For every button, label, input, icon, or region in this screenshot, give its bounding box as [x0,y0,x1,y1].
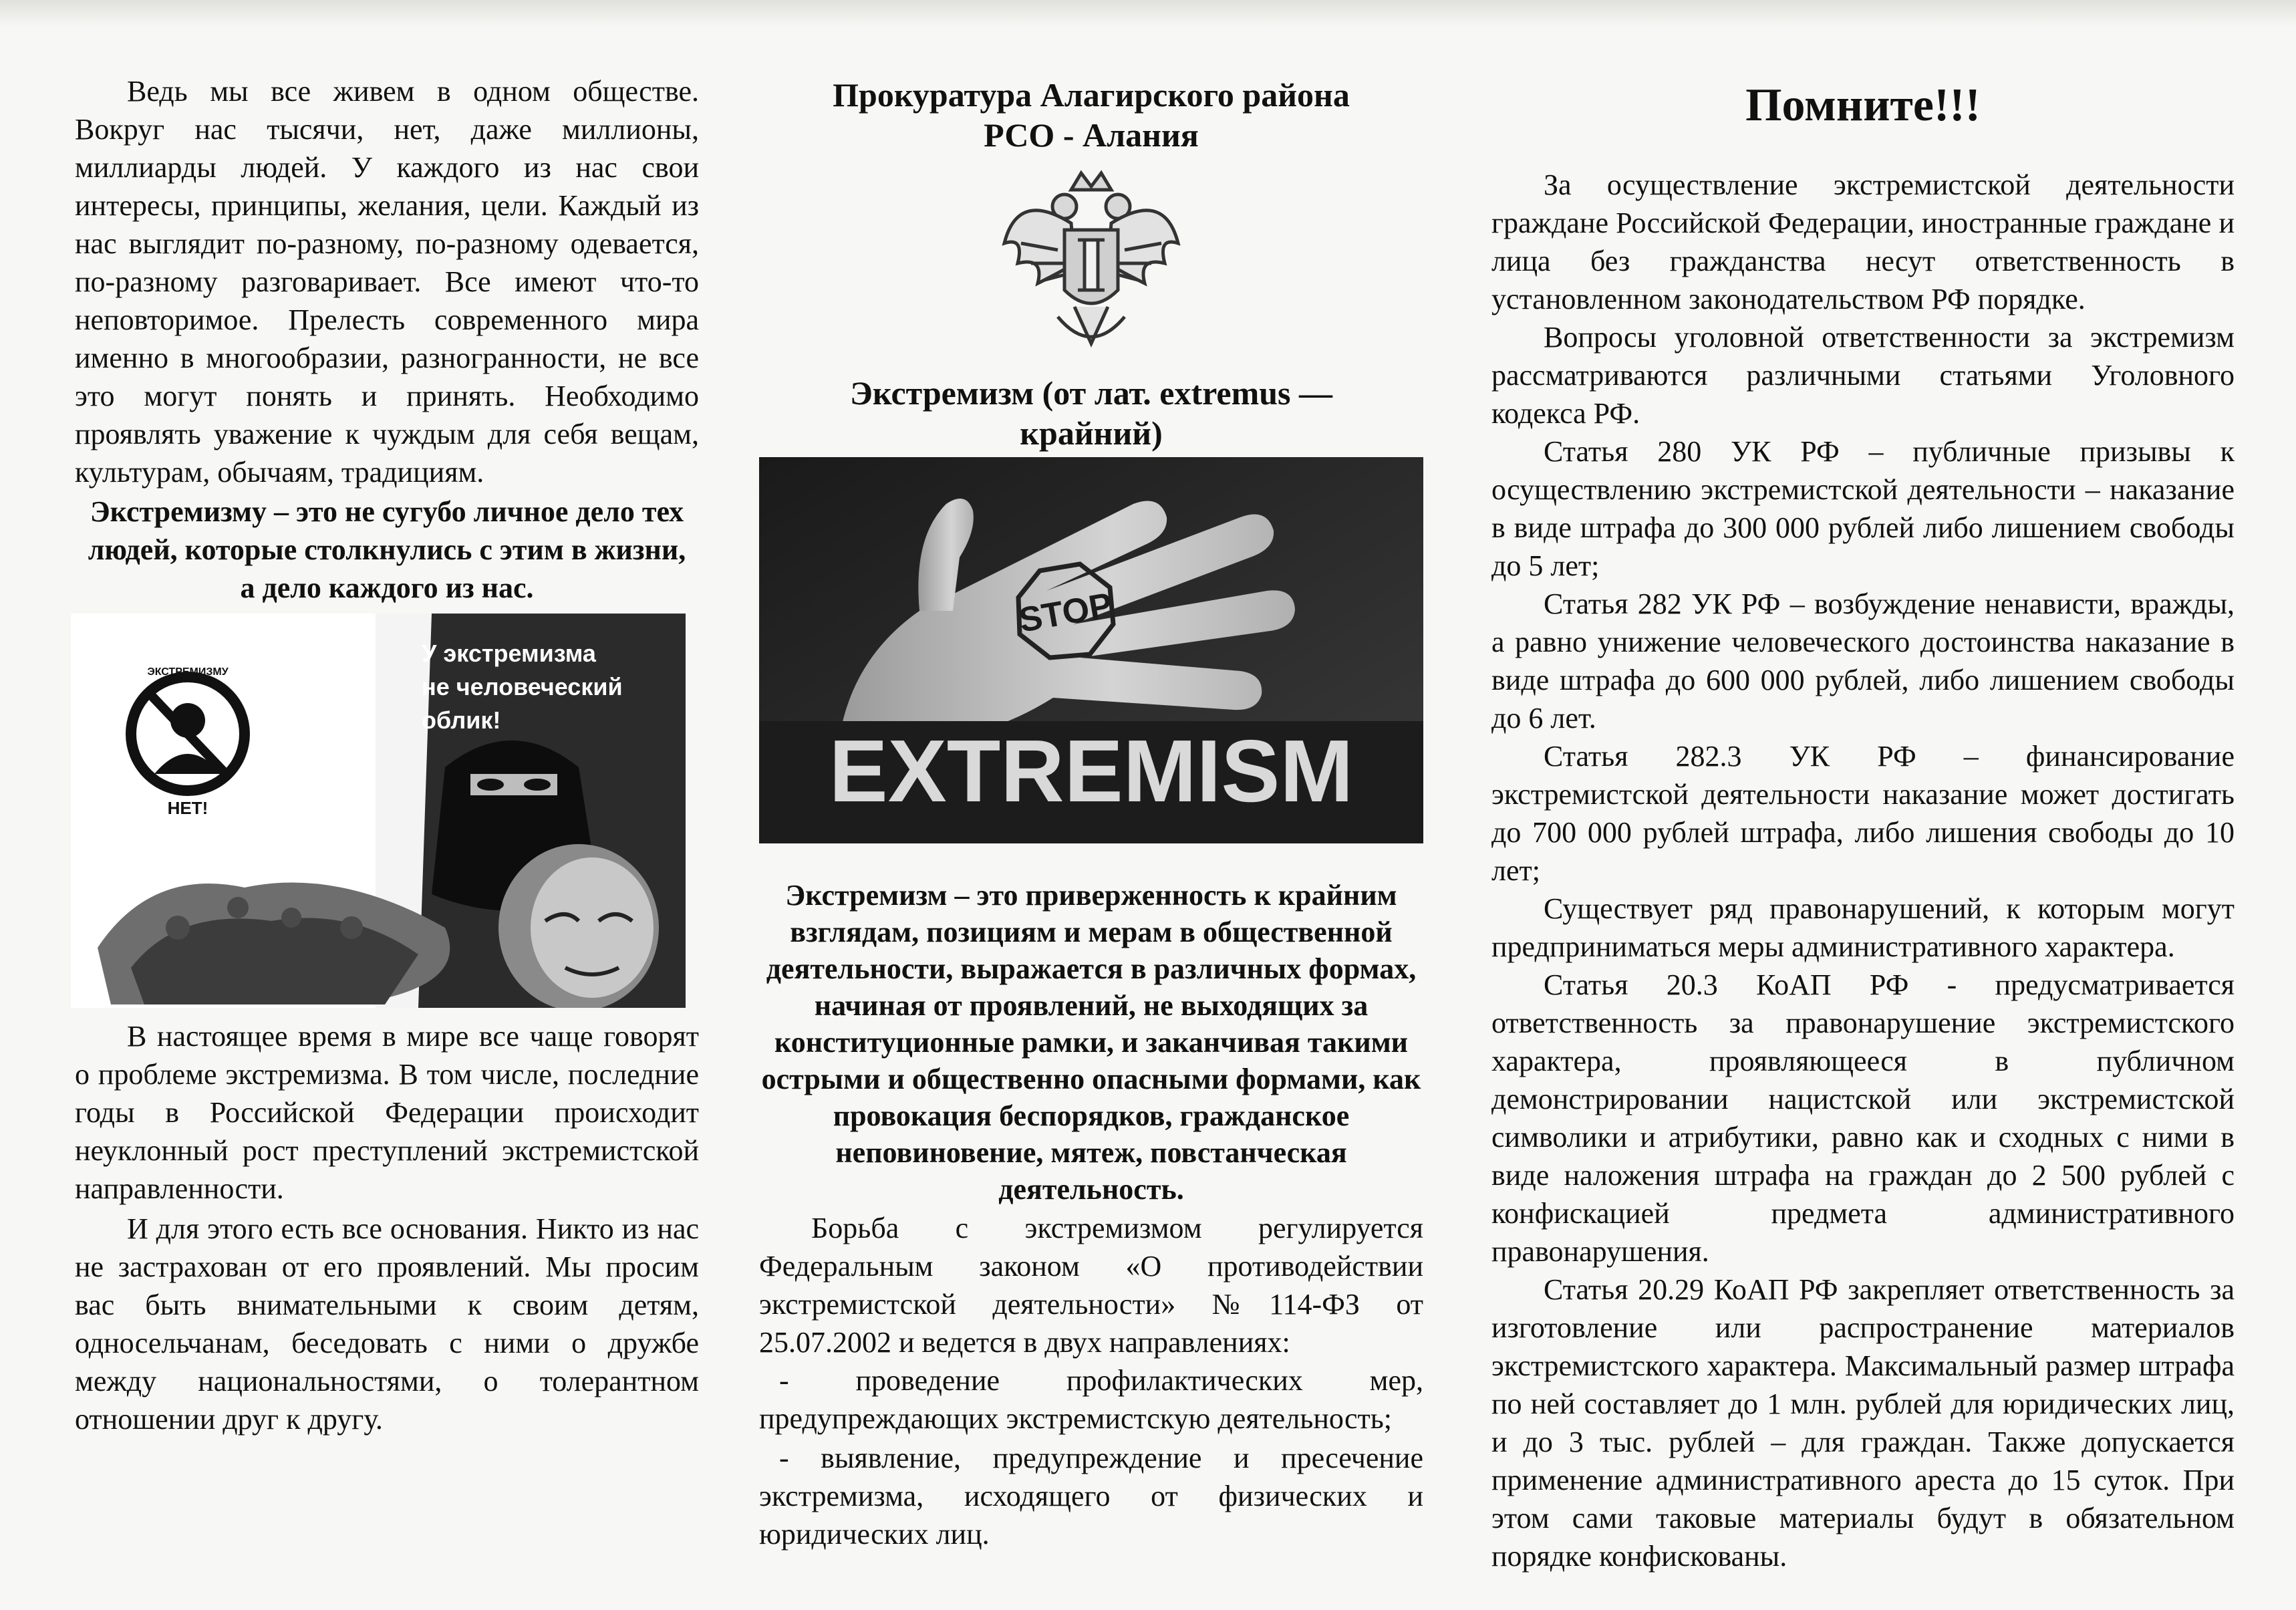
intro-paragraph: Ведь мы все живем в одном обществе. Вокруг нас тысячи, нет, даже миллионы, миллиарды людей. У каждого из нас свои интересы, принципы, желания, цели. Каждый из нас выглядит по-разному, по-разному одевается, по-разному разговаривает. Все имеют что-то неповторимое. Прелесть современного мира именно в многообразии, разногранности, не все это могут понять и принять. Необходимо проявлять уважение к чуждым для себя вещам, культурам, обычаям, традициям. [75,75,699,489]
article-282: Статья 282 УК РФ – возбуждение ненависти, вражды, а равно унижение человеческого достоинства наказание в виде штрафа до 600 000 рублей, либо лишением свободы до 6 лет. [1491,587,2235,734]
svg-text:ЭКСТРЕМИЗМУ: ЭКСТРЕМИЗМУ [147,666,229,678]
anti-extremism-poster [71,614,686,1008]
svg-text:не человеческий: не человеческий [422,673,623,700]
left-column [75,0,699,1438]
svg-text:НЕТ!: НЕТ! [167,798,208,818]
right-paragraph-2: Вопросы уголовной ответственности за экстремизм рассматриваются различными статьями Уголовного кодекса РФ. [1491,321,2235,430]
middle-column [759,0,1423,1553]
svg-text:облик!: облик! [422,706,501,734]
remember-title: Помните!!! [1745,80,1981,131]
right-column [1491,0,2235,1575]
direction-item-1: - проведение профилактических мер, предупреждающих экстремистскую деятельность; [759,1364,1423,1435]
bold-statement: Экстремизму – это не сугубо личное дело тех людей, которые столкнулись с этим в жизни, а дело каждого из нас. [88,495,686,604]
article-282-3: Статья 282.3 УК РФ – финансирование экстремистской деятельности наказание может достигать до 700 000 рублей штрафа, либо лишения свободы до 10 лет; [1491,740,2235,887]
stop-extremism-photo [759,457,1423,843]
koap-20-29: Статья 20.29 КоАП РФ закрепляет ответственность за изготовление или распространение материалов экстремистского характера. Максимальный размер штрафа по ней составляет до 1 млн. рублей для юридических лиц, и до 3 тыс. рублей – для граждан. Также допускается применение административного ареста до 15 суток. При этом сами таковые материалы будут в обязательном порядке конфискованы. [1491,1273,2235,1573]
problem-paragraph: В настоящее время в мире все чаще говорят о проблеме экстремизма. В том числе, последние годы в Российской Федерации происходит неуклонный рост преступлений экстремистской направленности. [75,1020,699,1205]
term-title: Экстремизм (от лат. extremus — крайний) [850,374,1332,452]
svg-text:У экстремизма: У экстремизма [422,640,596,667]
extremism-definition: Экстремизм – это приверженность к крайним взглядам, позициям и мерам в общественной деятельности, выражается в различных формах, начиная от проявлений, не выходящих за конституционные рамки, и заканчивая такими острыми и общественно опасными формами, как провокация беспорядков, гражданское неповиновение, мятеж, повстанческая деятельность. [761,879,1421,1206]
appeal-paragraph: И для этого есть все основания. Никто из нас не застрахован от его проявлений. Мы просим вас быть внимательными к своим детям, односельчанам, беседовать с ними о дружбе между национальностями, о толерантном отношении друг к другу. [75,1212,699,1436]
koap-20-3: Статья 20.3 КоАП РФ - предусматривается ответственность за правонарушение экстремистского характера, проявляющееся в публичном демонстрировании нацистской или экстремистской символики и атрибутики, равно как и сходных с ними в виде наложения штрафа на граждан до 2 500 рублей с конфискацией предмета административного правонарушения. [1491,968,2235,1268]
stop-sign-text: STOP [1016,585,1116,640]
extremism-word: EXTREMISM [829,722,1354,820]
office-title-line2: РСО - Алания [984,116,1199,154]
right-paragraph-1: За осуществление экстремистской деятельности граждане Российской Федерации, иностранные граждане и лица без гражданства несут ответственность в установленном законодательством РФ порядке. [1491,168,2235,315]
article-280: Статья 280 УК РФ – публичные призывы к осуществлению экстремистской деятельности – наказание в виде штрафа до 300 000 рублей либо лишением свободы до 5 лет; [1491,435,2235,582]
prosecutor-emblem-icon [991,163,1191,364]
administrative-note: Существует ряд правонарушений, к которым могут предприниматься меры административного характера. [1491,892,2235,963]
direction-item-2: - выявление, предупреждение и пресечение экстремизма, исходящего от физических и юридических лиц. [759,1442,1423,1551]
law-intro: Борьба с экстремизмом регулируется Федеральным законом «О противодействии экстремистской деятельности» №114-ФЗ от 25.07.2002 и ведется в двух направлениях: [759,1212,1423,1359]
office-title-line1: Прокуратура Алагирского района [833,76,1350,114]
